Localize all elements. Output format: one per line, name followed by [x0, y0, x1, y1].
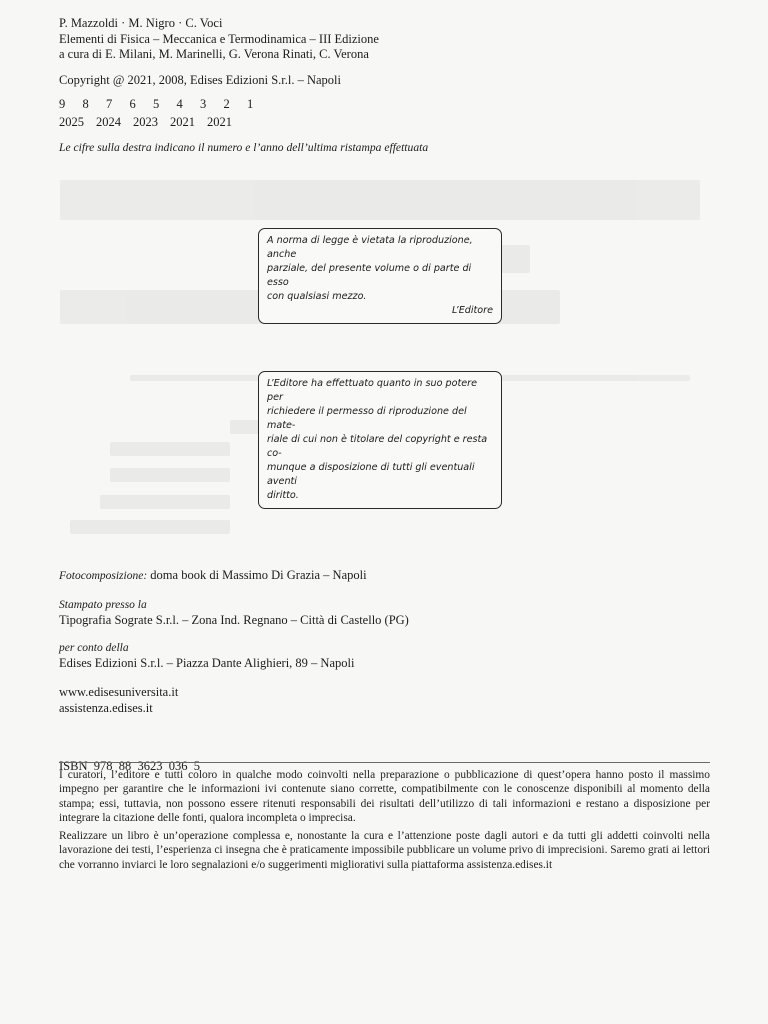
reprint-number: 6 — [129, 97, 136, 111]
permission-line: richiedere il permesso di riproduzione del mate- — [267, 406, 467, 431]
book-header — [59, 16, 379, 63]
reprint-number: 4 — [176, 97, 183, 111]
publisher-credit — [59, 641, 354, 672]
reprint-number: 8 — [82, 97, 89, 111]
reprint-number: 3 — [200, 97, 207, 111]
reprint-year: 2021 — [170, 115, 195, 129]
reprint-number: 7 — [106, 97, 113, 111]
reprint-year: 2024 — [96, 115, 121, 129]
legal-notice-line: A norma di legge è vietata la riproduzione, anche — [267, 235, 473, 260]
disclaimer-paragraph: I curatori, l’editore e tutti coloro in qualche modo coinvolti nella preparazione o pubblicazione di quest’opera hanno posto il massimo impegno per garantire che le informazioni ivi contenute siano corrette, compatibilmente con le conoscenze disponibili al momento della stampa; essi, tuttavia, non possono essere ritenuti responsabili dei risultati dell’utilizzo di tali informazioni e restano a disposizione per integrare la citazione delle fonti, qualora incompleta o imprecisa. — [59, 769, 710, 824]
website-link[interactable]: www.edisesuniversita.it — [59, 685, 179, 699]
reprint-number: 2 — [223, 97, 230, 111]
typesetting-value: doma book di Massimo Di Grazia – Napoli — [150, 568, 367, 582]
reprint-year: 2025 — [59, 115, 84, 129]
support-link[interactable]: assistenza.edises.it — [59, 700, 153, 715]
reprint-number: 5 — [153, 97, 160, 111]
reprint-year: 2021 — [207, 115, 232, 129]
section-divider — [59, 762, 710, 763]
legal-notice-box — [258, 228, 502, 324]
printer-value: Tipografia Sograte S.r.l. – Zona Ind. Regnano – Città di Castello (PG) — [59, 613, 409, 627]
printer-label: Stampato presso la — [59, 599, 147, 611]
publisher-label: per conto della — [59, 642, 129, 654]
reprint-note: Le cifre sulla destra indicano il numero e l’anno dell’ultima ristampa effettuata — [59, 141, 429, 154]
reprint-year: 2023 — [133, 115, 158, 129]
reprint-number: 1 — [247, 97, 254, 111]
permission-line: riale di cui non è titolare del copyright e resta co- — [267, 434, 488, 459]
typesetting-credit: Fotocomposizione: doma book di Massimo Di Grazia – Napoli — [59, 568, 367, 582]
copyright-permission-box — [258, 371, 502, 509]
book-title: Elementi di Fisica – Meccanica e Termodinamica – III Edizione — [59, 31, 379, 46]
legal-notice-line: con qualsiasi mezzo. — [267, 291, 367, 302]
printer-credit — [59, 598, 409, 629]
copyright-line: Copyright @ 2021, 2008, Edises Edizioni S.r.l. – Napoli — [59, 73, 341, 87]
permission-line: L’Editore ha effettuato quanto in suo potere per — [267, 378, 477, 403]
isbn: ISBN 978 88 3623 036 5 — [59, 759, 200, 773]
authors: P. Mazzoldi · M. Nigro · C. Voci — [59, 16, 223, 30]
permission-line: diritto. — [267, 490, 299, 501]
typesetting-label: Fotocomposizione — [59, 570, 144, 582]
legal-notice-line: parziale, del presente volume o di parte di esso — [267, 263, 472, 288]
feedback-paragraph: Realizzare un libro è un’operazione complessa e, nonostante la cura e l’attenzione poste dagli autori e da tutti gli addetti coinvolti nella lavorazione dei testi, l’esperienza ci insegna che è praticamente impossibile pubblicare un volume privo di imprecisioni. Saremo grati ai lettori che vorranno inviarci le loro segnalazioni e/o suggerimenti migliorativi sulla piattaforma assistenza.edises.it — [59, 830, 710, 871]
reprint-number: 9 — [59, 97, 66, 111]
publisher-value: Edises Edizioni S.r.l. – Piazza Dante Alighieri, 89 – Napoli — [59, 656, 355, 670]
editors: a cura di E. Milani, M. Marinelli, G. Verona Rinati, C. Verona — [59, 47, 369, 61]
reprint-years — [59, 115, 244, 130]
web-links — [59, 685, 178, 716]
legal-notice-signature: L’Editore — [452, 305, 493, 316]
permission-line: munque a disposizione di tutti gli eventuali aventi — [267, 462, 475, 487]
reprint-numbers — [59, 97, 271, 112]
